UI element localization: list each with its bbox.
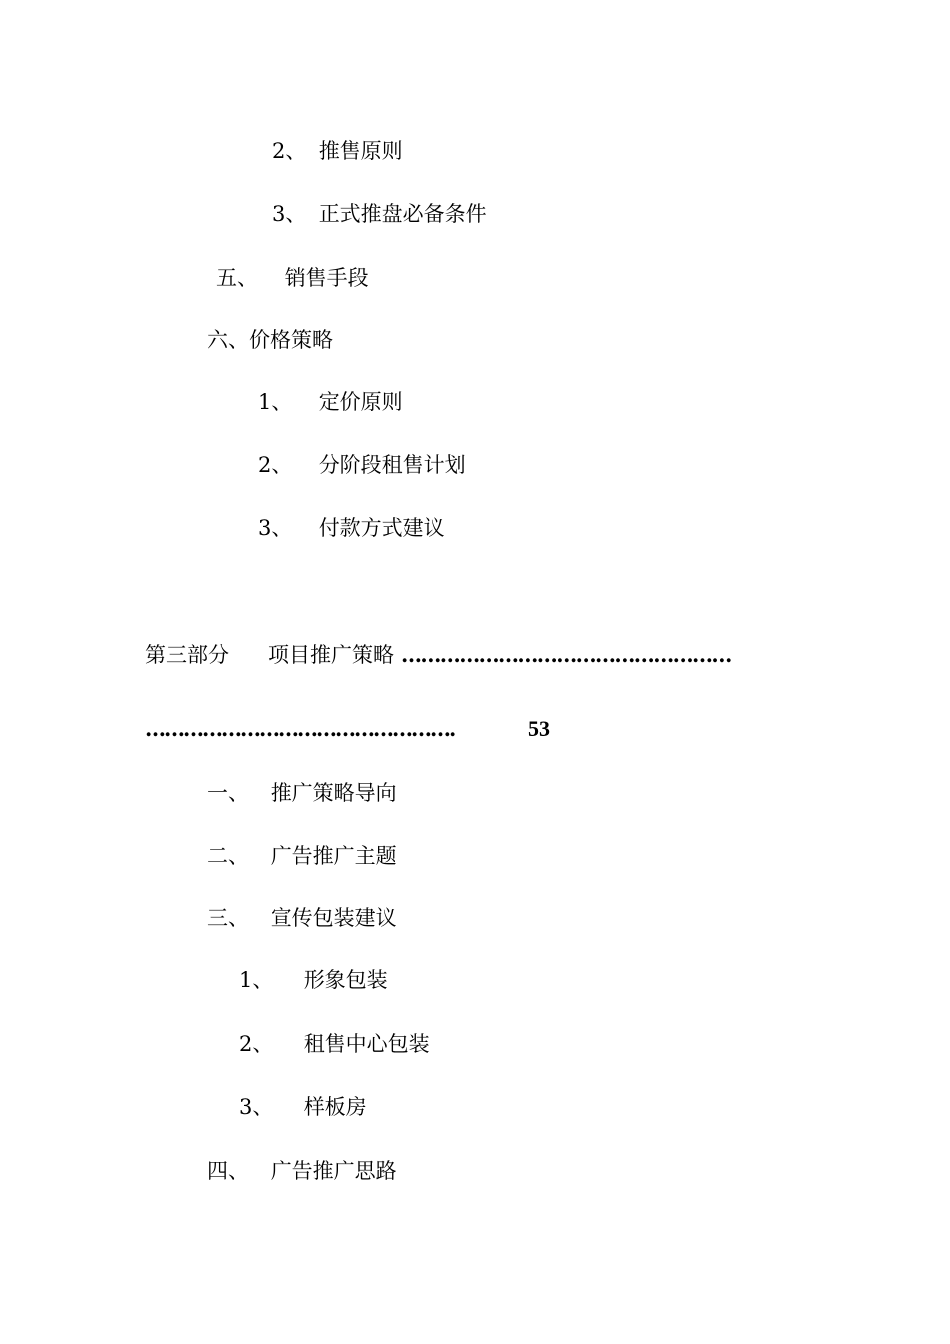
toc-entry[interactable] xyxy=(207,780,397,806)
toc-entry[interactable] xyxy=(207,1158,397,1184)
toc-entry-number: 四、 xyxy=(207,1159,249,1183)
toc-entry-label: 分阶段租售计划 xyxy=(318,453,466,477)
toc-entry-number: 五、 xyxy=(216,266,258,290)
toc-entry-label: 宣传包装建议 xyxy=(270,906,397,930)
toc-entry[interactable] xyxy=(207,905,397,931)
toc-entry[interactable] xyxy=(272,138,403,164)
toc-leader-line xyxy=(145,716,550,742)
part-title: 项目推广策略 xyxy=(268,643,394,667)
toc-entry[interactable] xyxy=(258,515,445,541)
toc-entry-label: 样板房 xyxy=(303,1095,367,1119)
toc-leader-dots: …………………………………………… xyxy=(401,642,731,667)
toc-entry-label: 推售原则 xyxy=(318,139,403,163)
toc-entry-number: 2、 xyxy=(258,453,293,477)
toc-entry-label: 销售手段 xyxy=(284,266,369,290)
toc-entry-number: 二、 xyxy=(207,844,249,868)
toc-entry[interactable] xyxy=(239,1094,367,1120)
toc-entry[interactable] xyxy=(258,452,466,478)
toc-entry-number: 3、 xyxy=(258,516,293,540)
toc-entry[interactable] xyxy=(258,389,403,415)
toc-entry-label: 定价原则 xyxy=(318,390,403,414)
toc-entry[interactable] xyxy=(207,843,397,869)
toc-leader-dots: …………………………………………. xyxy=(145,716,455,741)
toc-entry[interactable] xyxy=(272,201,487,227)
toc-entry-number: 1、 xyxy=(239,968,274,992)
toc-entry[interactable] xyxy=(207,327,333,353)
toc-entry-number: 3、 xyxy=(239,1095,274,1119)
toc-page-number: 53 xyxy=(528,716,550,741)
toc-entry[interactable] xyxy=(216,265,369,291)
toc-entry-number: 一、 xyxy=(207,781,249,805)
toc-entry-label: 六、价格策略 xyxy=(207,328,333,352)
toc-entry-number: 1、 xyxy=(258,390,293,414)
part-label: 第三部分 xyxy=(145,643,229,667)
toc-entry-label: 广告推广思路 xyxy=(270,1159,397,1183)
toc-entry-number: 3、 xyxy=(272,202,307,226)
toc-entry-label: 形象包装 xyxy=(303,968,388,992)
toc-entry-label: 广告推广主题 xyxy=(270,844,397,868)
toc-entry-label: 付款方式建议 xyxy=(318,516,445,540)
toc-entry-label: 推广策略导向 xyxy=(270,781,397,805)
toc-entry-number: 2、 xyxy=(272,139,307,163)
toc-entry-label: 正式推盘必备条件 xyxy=(318,202,487,226)
toc-entry-number: 三、 xyxy=(207,906,249,930)
toc-entry-number: 2、 xyxy=(239,1032,274,1056)
toc-part-heading[interactable] xyxy=(145,642,394,668)
toc-entry-label: 租售中心包装 xyxy=(303,1032,430,1056)
toc-entry[interactable] xyxy=(239,1031,430,1057)
toc-entry[interactable] xyxy=(239,967,388,993)
